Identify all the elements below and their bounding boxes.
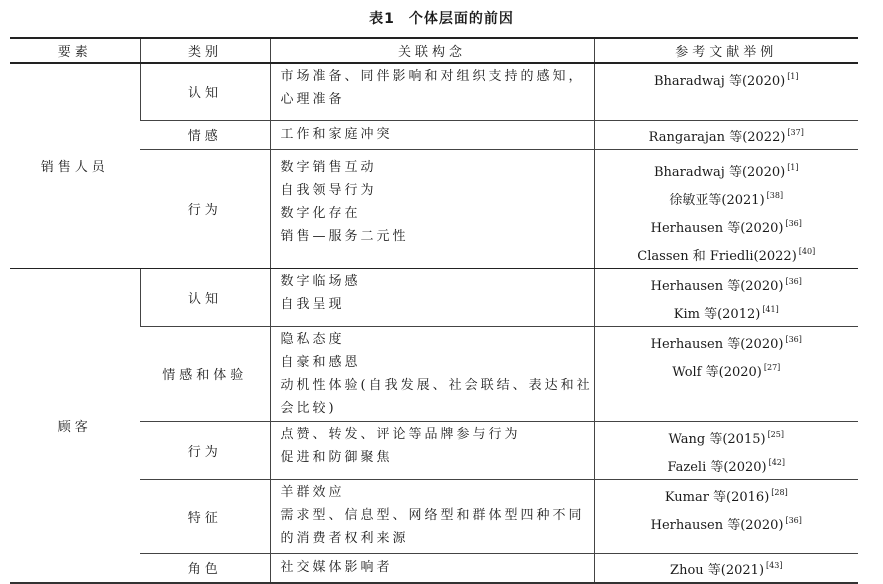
reference: 徐敏亚等(2021) [38] xyxy=(669,190,784,208)
category-cell: 角色 xyxy=(187,562,222,577)
table-number: 表1 xyxy=(369,11,395,27)
concepts-cell: 隐私态度 自豪和感恩 动机性体验(自我发展、社会联结、表达和社 会比较) xyxy=(270,326,594,421)
reference: Kumar 等(2016) [28] xyxy=(664,487,788,505)
category-cell: 情感 xyxy=(187,129,222,144)
citation: [1] xyxy=(787,162,799,172)
citation: [43] xyxy=(766,560,783,570)
citation: [38] xyxy=(766,190,784,200)
header-element: 要素 xyxy=(57,45,92,60)
element-customer: 顾客 xyxy=(57,419,92,435)
reference: Rangarajan 等(2022) [37] xyxy=(648,127,804,145)
citation: [28] xyxy=(771,487,788,497)
references-cell xyxy=(594,421,858,479)
header-concepts: 关联构念 xyxy=(270,38,594,63)
citation: [41] xyxy=(762,304,779,314)
citation: [36] xyxy=(785,276,802,286)
concepts-cell: 数字销售互动 自我领导行为 数字化存在 销售—服务二元性 xyxy=(270,149,594,268)
citation: [40] xyxy=(798,246,816,256)
citation: [1] xyxy=(787,72,799,81)
references-cell xyxy=(594,63,858,120)
concepts-cell: 数字临场感 自我呈现 xyxy=(270,268,594,326)
category-cell: 情感和体验 xyxy=(162,368,248,383)
header-references: 参考文献举例 xyxy=(594,38,858,63)
reference: Bharadwaj 等(2020) [1] xyxy=(653,72,799,89)
category-cell: 行为 xyxy=(187,444,222,460)
table-title: 个体层面的前因 xyxy=(408,11,514,27)
concepts-cell: 点赞、转发、评论等品牌参与行为 促进和防御聚焦 xyxy=(270,421,594,479)
references-cell xyxy=(594,149,858,268)
references-cell xyxy=(594,553,858,583)
citation: [42] xyxy=(768,457,786,467)
reference: Herhausen 等(2020) [36] xyxy=(650,515,802,533)
reference: Bharadwaj 等(2020) [1] xyxy=(653,162,799,180)
category-cell: 特征 xyxy=(187,510,222,526)
category-cell: 行为 xyxy=(140,149,270,268)
reference: Herhausen 等(2020) [36] xyxy=(650,276,802,294)
reference: Kim 等(2012) [41] xyxy=(673,304,779,322)
antecedents-table xyxy=(10,37,858,584)
header-category: 类别 xyxy=(140,38,270,63)
reference: Wang 等(2015) [25] xyxy=(668,429,784,447)
references-cell xyxy=(594,120,858,149)
references-cell xyxy=(594,479,858,553)
reference: Zhou 等(2021) [43] xyxy=(670,560,783,578)
concepts-cell: 社交媒体影响者 xyxy=(270,553,594,583)
header-row xyxy=(10,38,858,63)
citation: [36] xyxy=(785,218,802,228)
reference: Herhausen 等(2020) [36] xyxy=(650,218,802,236)
citation: [25] xyxy=(767,429,784,439)
category-cell: 认知 xyxy=(140,268,270,326)
citation: [27] xyxy=(763,362,781,372)
references-cell xyxy=(594,268,858,326)
citation: [36] xyxy=(785,334,802,344)
concepts-cell: 工作和家庭冲突 xyxy=(270,120,594,149)
reference: Herhausen 等(2020) [36] xyxy=(650,334,802,352)
reference: Wolf 等(2020) [27] xyxy=(672,362,781,380)
concepts-cell: 市场准备、同伴影响和对组织支持的感知， 心理准备 xyxy=(270,63,594,120)
concepts-cell: 羊群效应 需求型、信息型、网络型和群体型四种不同 的消费者权利来源 xyxy=(270,479,594,553)
reference: Classen 和 Friedli(2022) [40] xyxy=(637,246,816,264)
citation: [36] xyxy=(785,515,802,525)
category-cell: 认知 xyxy=(140,63,270,120)
table-row xyxy=(10,63,858,120)
table-caption xyxy=(0,8,883,28)
element-salesperson: 销售人员 xyxy=(10,63,140,268)
table-row xyxy=(10,268,858,326)
reference: Fazeli 等(2020) [42] xyxy=(667,457,786,475)
references-cell xyxy=(594,326,858,421)
citation: [37] xyxy=(787,127,804,137)
